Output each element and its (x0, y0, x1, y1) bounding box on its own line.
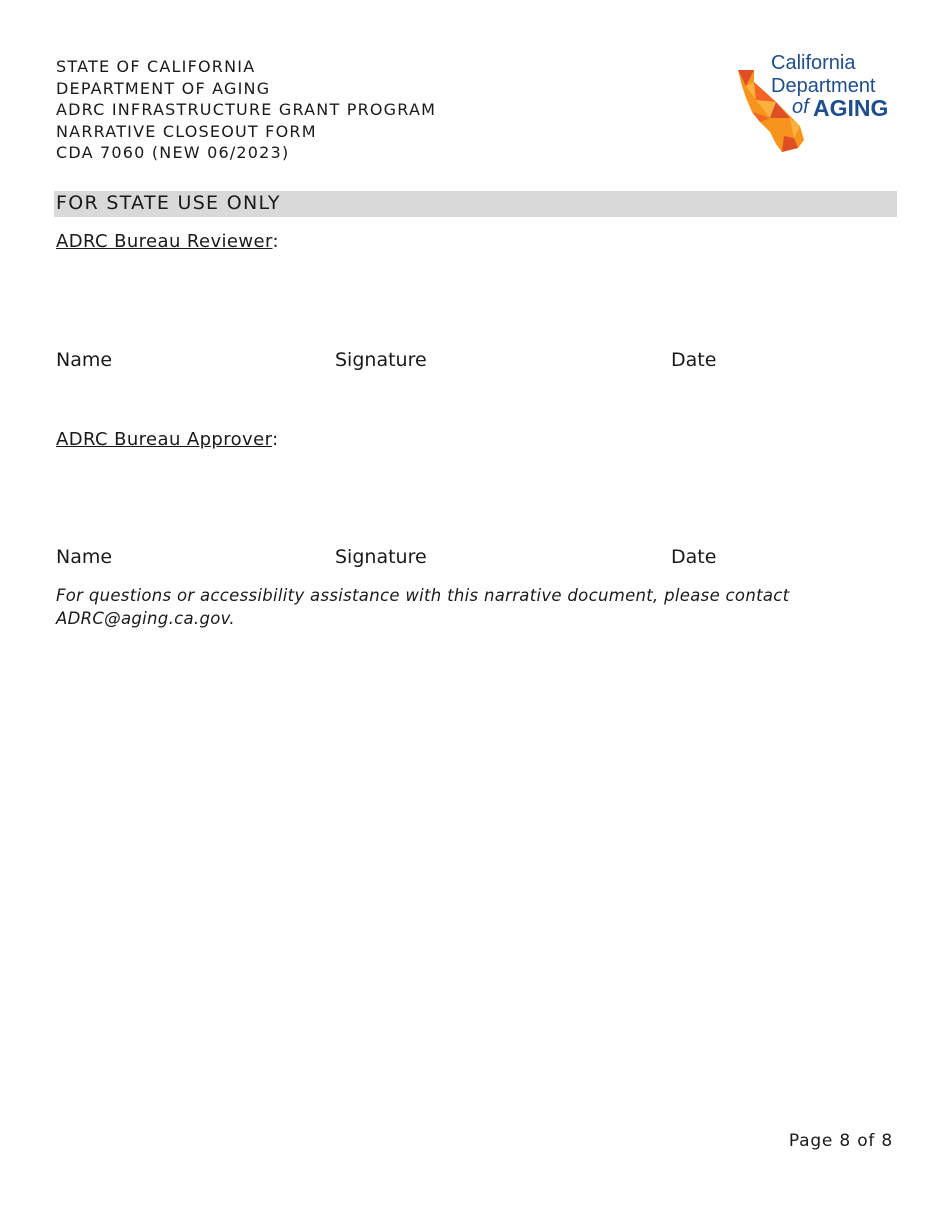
logo-text-of: of (792, 96, 809, 118)
reviewer-heading (56, 231, 279, 252)
logo-text-california: California (771, 52, 856, 74)
approver-heading-colon: : (272, 429, 279, 450)
header-line-department: DEPARTMENT OF AGING (56, 78, 271, 98)
footnote-line-1: For questions or accessibility assistance with this narrative document, please contact (56, 586, 790, 605)
state-use-banner (54, 191, 897, 217)
reviewer-heading-colon: : (272, 231, 279, 252)
reviewer-name-label: Name (56, 349, 113, 371)
reviewer-signature-label: Signature (335, 349, 427, 371)
approver-heading-text: ADRC Bureau Approver (56, 429, 273, 450)
footnote-email: ADRC@aging.ca.gov. (56, 609, 235, 628)
logo-text-aging: AGING (813, 95, 889, 121)
state-use-label: FOR STATE USE ONLY (56, 192, 281, 214)
reviewer-heading-text: ADRC Bureau Reviewer (56, 231, 273, 252)
page-number: Page 8 of 8 (788, 1131, 893, 1151)
approver-date-label: Date (671, 546, 717, 568)
accessibility-footnote (56, 584, 789, 630)
header-line-form-number: CDA 7060 (NEW 06/2023) (56, 143, 290, 162)
approver-signature-label: Signature (335, 546, 427, 568)
cda-logo (732, 52, 902, 157)
header-line-form-title: NARRATIVE CLOSEOUT FORM (56, 121, 317, 141)
reviewer-date-label: Date (671, 349, 717, 371)
document-header (56, 56, 436, 164)
approver-name-label: Name (56, 546, 113, 568)
logo-text-department: Department (771, 75, 876, 97)
approver-heading (56, 429, 279, 450)
header-line-state: STATE OF CALIFORNIA (56, 57, 256, 76)
header-line-program: ADRC INFRASTRUCTURE GRANT PROGRAM (56, 100, 437, 119)
